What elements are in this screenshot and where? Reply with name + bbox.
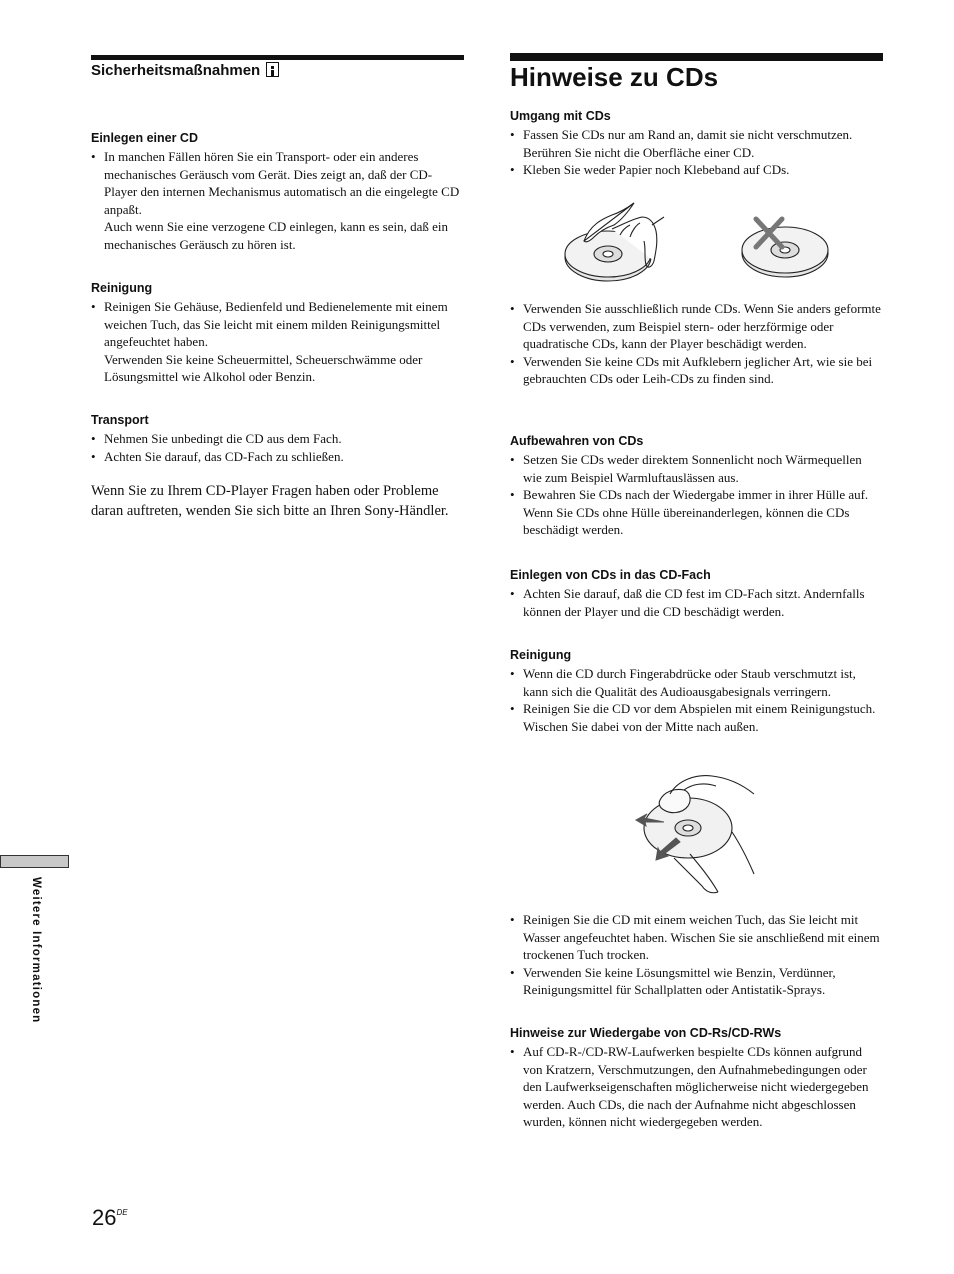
list-item: • In manchen Fällen hören Sie ein Transport- oder ein anderes mechanisches Geräusch vom Gerät. Dies zeigt an, daß der CD-Player den internen Mechanismus automatisch an die eingelegte CD anpaßt. Auch wenn Sie eine verzogene CD einlegen, kann es sein, daß ein mechanisches Geräusch zu hören ist. <box>91 148 464 254</box>
list-item: • Bewahren Sie CDs nach der Wiedergabe immer in ihrer Hülle auf. Wenn Sie CDs ohne Hülle übereinanderlegen, können die CDs beschädigt werden. <box>510 486 883 539</box>
list-reinigung-right-2 <box>510 911 883 999</box>
heading-aufbewahren: Aufbewahren von CDs <box>510 434 644 448</box>
list-reinigung-left <box>91 298 464 386</box>
page-number <box>92 1205 128 1231</box>
list-item: • Verwenden Sie keine CDs mit Aufklebern jeglicher Art, wie sie bei gebrauchten CDs oder Leih-CDs zu finden sind. <box>510 353 883 388</box>
side-tab-label: Weitere Informationen <box>30 877 42 1024</box>
list-umgang-2 <box>510 300 883 388</box>
safety-title: Sicherheitsmaßnahmen <box>91 62 279 79</box>
heading-einlegen-fach: Einlegen von CDs in das CD-Fach <box>510 568 711 582</box>
list-item: • Verwenden Sie ausschließlich runde CDs. Wenn Sie anders geformte CDs verwenden, zum Beispiel stern- oder herzförmige oder quadratische CDs, kann der Player beschädigt werden. <box>510 300 883 353</box>
list-item: • Nehmen Sie unbedingt die CD aus dem Fach. <box>91 430 464 448</box>
list-item: • Reinigen Sie Gehäuse, Bedienfeld und Bedienelemente mit einem weichen Tuch, das Sie leicht mit einem milden Reinigungsmittel angefeuchtet haben. Verwenden Sie keine Scheuermittel, Scheuerschwämme oder Lösungsmittel wie Alkohol oder Benzin. <box>91 298 464 386</box>
list-einlegen-cd <box>91 148 464 254</box>
cd-cleaning-illustration <box>630 770 760 898</box>
list-item: • Kleben Sie weder Papier noch Klebeband auf CDs. <box>510 161 883 179</box>
heading-transport: Transport <box>91 413 149 427</box>
list-item: • Fassen Sie CDs nur am Rand an, damit sie nicht verschmutzen. Berühren Sie nicht die Oberfläche einer CD. <box>510 126 883 161</box>
page-number-suffix: DE <box>116 1208 128 1217</box>
list-item: • Auf CD-R-/CD-RW-Laufwerken bespielte CDs können aufgrund von Kratzern, Verschmutzungen, den Aufnahmebedingungen oder den Laufwerkseigenschaften möglicherweise nicht wiedergegeben werden. Auch CDs, die nach der Aufnahme nicht abgeschlossen wurden, können nicht wiedergegeben werden. <box>510 1043 883 1131</box>
list-umgang <box>510 126 883 179</box>
heading-einlegen-cd: Einlegen einer CD <box>91 131 198 145</box>
heading-cd-r-rw: Hinweise zur Wiedergabe von CD-Rs/CD-RWs <box>510 1026 782 1040</box>
list-aufbewahren <box>510 451 883 539</box>
cd-handling-illustration <box>560 195 840 290</box>
list-einlegen-fach <box>510 585 883 620</box>
page-title: Hinweise zu CDs <box>510 62 719 92</box>
heading-reinigung-right: Reinigung <box>510 648 572 662</box>
list-item: • Achten Sie darauf, daß die CD fest im CD-Fach sitzt. Andernfalls können der Player und die CD beschädigt werden. <box>510 585 883 620</box>
page-number-value: 26 <box>92 1205 117 1230</box>
title-rule <box>510 53 883 61</box>
heading-reinigung-left: Reinigung <box>91 281 153 295</box>
list-cd-r-rw <box>510 1043 883 1131</box>
closing-paragraph: Wenn Sie zu Ihrem CD-Player Fragen haben oder Probleme daran auftreten, wenden Sie sich bitte an Ihren Sony-Händler. <box>91 483 449 519</box>
list-item: • Reinigen Sie die CD mit einem weichen Tuch, das Sie leicht mit Wasser angefeuchtet haben. Wischen Sie sie anschließend mit einem trockenen Tuch trocken. <box>510 911 883 964</box>
list-item: • Verwenden Sie keine Lösungsmittel wie Benzin, Verdünner, Reinigungsmittel für Schallplatten oder Antistatik-Sprays. <box>510 964 883 999</box>
list-item: • Wenn die CD durch Fingerabdrücke oder Staub verschmutzt ist, kann sich die Qualität des Audioausgabesignals verringern. <box>510 665 883 700</box>
warning-icon <box>266 62 279 77</box>
list-item: • Achten Sie darauf, das CD-Fach zu schließen. <box>91 448 464 466</box>
heading-umgang: Umgang mit CDs <box>510 109 611 123</box>
list-transport <box>91 430 464 465</box>
list-item: • Reinigen Sie die CD vor dem Abspielen mit einem Reinigungstuch. Wischen Sie dabei von der Mitte nach außen. <box>510 700 883 735</box>
section-tab-marker <box>0 855 69 868</box>
section-rule <box>91 55 464 60</box>
list-item: • Setzen Sie CDs weder direktem Sonnenlicht noch Wärmequellen wie zum Beispiel Warmluftauslässen aus. <box>510 451 883 486</box>
list-reinigung-right <box>510 665 883 735</box>
